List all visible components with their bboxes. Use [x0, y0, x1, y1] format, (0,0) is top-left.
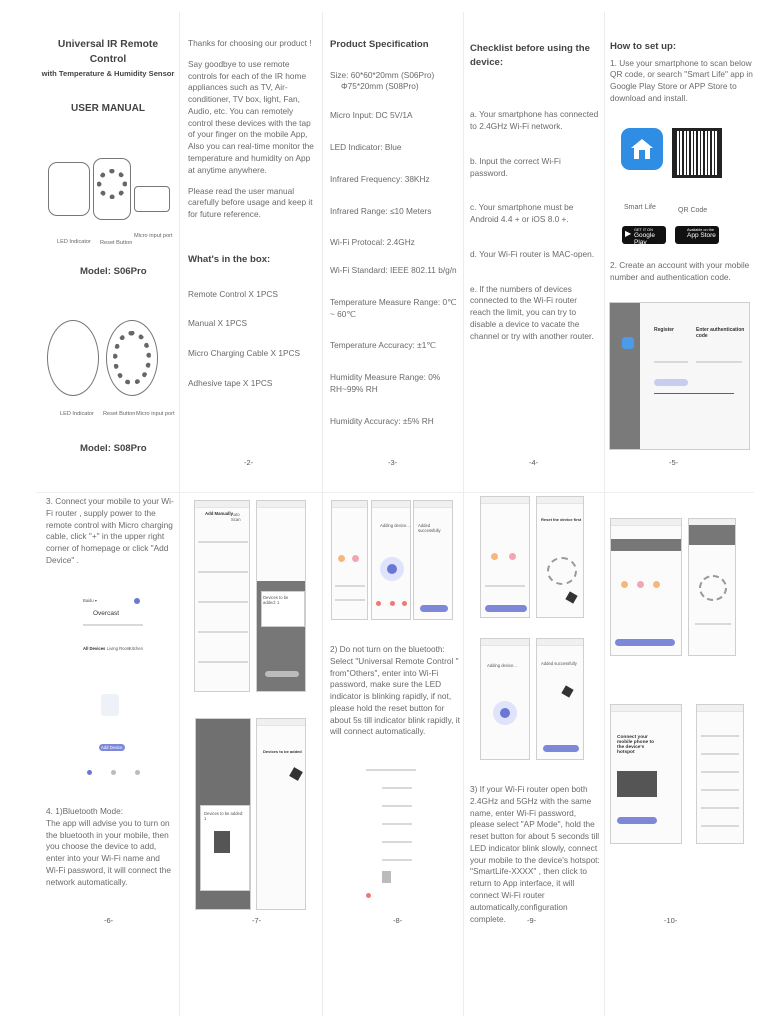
plus-icon	[134, 598, 140, 604]
page-number: -5-	[669, 458, 679, 467]
success-screenshot: Added successfully	[536, 638, 584, 760]
box-item: Manual X 1PCS	[188, 318, 248, 329]
page-number: -8-	[393, 916, 403, 925]
scan-screenshot: Devices to be added: 1	[256, 500, 306, 692]
panel-fold-line	[179, 12, 180, 1016]
s08pro-front-device	[47, 320, 99, 396]
adding-device-screenshot: Adding device...	[371, 500, 411, 620]
wifi-list-screenshot	[696, 704, 744, 844]
cover-title: Universal IR Remote Control	[57, 39, 159, 65]
spec-item: Temperature Measure Range: 0℃ ~ 60℃	[330, 296, 457, 319]
page-number: -6-	[104, 916, 114, 925]
bluetooth-dialog-screenshot: Devices to be added: 1	[195, 718, 251, 910]
s06pro-front-device	[48, 162, 90, 216]
spec-panel	[330, 38, 460, 428]
cover-panel	[40, 38, 176, 116]
devices-list-screenshot: Devices to be added	[256, 718, 306, 910]
qr-code-label: QR Code	[678, 207, 708, 214]
qr-code	[672, 128, 722, 178]
s08pro-led-label: LED Indicator	[60, 411, 94, 417]
page-fold-line	[36, 492, 754, 493]
s06pro-back-device	[93, 158, 131, 220]
intro-read-note: Please read the user manual carefully before usage and keep it for future reference.	[188, 185, 313, 220]
ap-mode-screenshot	[610, 518, 682, 656]
step-4-heading: 4. 1)Bluetooth Mode:	[46, 806, 124, 816]
added-success-screenshot: Added successfully	[413, 500, 453, 620]
hotspot-screenshot: Connect your mobile phone to the device's hotspot	[610, 704, 682, 844]
model-s08pro-heading: Model: S08Pro	[80, 443, 147, 454]
step4-panel	[46, 806, 174, 888]
others-list-screenshot	[366, 763, 416, 903]
spec-item: Micro Input: DC 5V/1A	[330, 110, 413, 121]
box-item: Micro Charging Cable X 1PCS	[188, 348, 301, 359]
model-s06pro-heading: Model: S06Pro	[80, 266, 147, 277]
intro-thanks: Thanks for choosing our product !	[188, 38, 312, 48]
s06pro-led-label: LED Indicator	[57, 239, 91, 245]
spec-item: Infrared Frequency: 38KHz	[330, 173, 430, 184]
s06pro-reset-label: Reset Button	[100, 240, 133, 246]
tap-hand-icon	[561, 685, 573, 697]
spec-item: Humidity Measure Range: 0% RH~99% RH	[330, 372, 441, 394]
spec-item: Humidity Accuracy: ±5% RH	[330, 415, 434, 426]
step-2-panel	[330, 644, 460, 738]
checklist-panel	[470, 42, 600, 343]
s06pro-side-device	[134, 186, 170, 212]
user-manual-heading: USER MANUAL	[71, 103, 145, 114]
checklist-item-c: c. Your smartphone must be Android 4.4 + or iOS 8.0 +.	[470, 202, 574, 225]
spec-item: Wi-Fi Standard: IEEE 802.11 b/g/n	[330, 265, 457, 276]
step-3b-panel	[470, 784, 600, 925]
intro-body: Say goodbye to use remote controls for each of the IR home appliances such as TV, Air-conditioner, TV box, light, Fan, Audio, etc. You can remotely control these devices with the tap of your finger on the mobile App, Also you can real-time monitor the temperature and humidity on App at anytime anywhere.	[188, 58, 314, 175]
spec-size: Size: 60*60*20mm (S06Pro)	[330, 69, 435, 80]
box-item: Remote Control X 1PCS	[188, 288, 278, 299]
cover-subtitle: with Temperature & Humidity Sensor	[41, 69, 175, 79]
setup-step-1: 1. Use your smartphone to scan below QR code, or search "Smart Life" app in Google Play Store or APP Store to download and install.	[610, 57, 753, 103]
s06pro-micro-label: Micro input port	[134, 233, 173, 239]
setup-heading: How to set up:	[610, 41, 677, 52]
smart-life-label: Smart Life	[624, 204, 656, 211]
checklist-item-b: b. Input the correct Wi-Fi password.	[470, 155, 561, 178]
page-number: -10-	[664, 916, 678, 925]
s08pro-micro-label: Micro input port	[136, 411, 175, 417]
smart-life-app-icon[interactable]	[621, 128, 663, 170]
step3-panel	[46, 496, 174, 567]
in-the-box-heading: What's in the box:	[188, 253, 271, 265]
step-3-text: 3. Connect your mobile to your Wi-Fi router , supply power to the remote control with Micro charging cable, click "+" in the upper right corner of homepage or click "Add Device" .	[46, 496, 174, 565]
spec-item: Temperature Accuracy: ±1℃	[330, 340, 436, 351]
spec-size-s08: Φ75*20mm (S08Pro)	[341, 81, 419, 92]
panel-fold-line	[463, 12, 464, 1016]
page-number: -9-	[527, 916, 537, 925]
connecting-screenshot: Adding device...	[480, 638, 530, 760]
spec-heading: Product Specification	[330, 39, 429, 50]
s08pro-reset-label: Reset Button	[103, 411, 136, 417]
spec-item: LED Indicator: Blue	[330, 141, 402, 152]
s08pro-back-device	[106, 320, 158, 396]
panel-fold-line	[322, 12, 323, 1016]
checklist-heading: Checklist before using the device:	[470, 43, 590, 68]
page-number: -2-	[244, 458, 254, 467]
checklist-item-a: a. Your smartphone has connected to 2.4GHz Wi-Fi network.	[470, 109, 599, 131]
spec-item: Wi-Fi Protocal: 2.4GHz	[330, 237, 415, 248]
app-store-button[interactable]: Available on the App Store	[675, 226, 719, 244]
setup-step-2-block	[610, 260, 760, 284]
wifi-password-screenshot	[480, 496, 530, 618]
tap-hand-icon	[565, 591, 577, 603]
add-manually-screenshot: Add Manually Auto Scan	[194, 500, 250, 692]
page-number: -7-	[252, 916, 262, 925]
checklist-item-e: e. If the numbers of devices connected to the Wi-Fi router reach the limit, you can try to disable a device to vacate the channel or try with another router.	[470, 283, 594, 341]
spec-item: Infrared Range: ≤10 Meters	[330, 205, 432, 216]
google-play-icon: ▶	[625, 229, 632, 238]
tap-hand-icon	[289, 767, 303, 781]
step-4-text: The app will advise you to turn on the bluetooth in your mobile, then you choose the device to add, enter into your Wi-Fi name and Wi-Fi password, it will connect the network automatically.	[46, 817, 171, 887]
google-play-button[interactable]: ▶ GET IT ON Google Play	[622, 226, 666, 244]
page-number: -3-	[388, 458, 398, 467]
panel-fold-line	[604, 12, 605, 1016]
reset-device-screenshot: Reset the device first	[536, 496, 584, 618]
step-2-text: 2) Do not turn on the bluetooth: Select "Universal Remote Control " from"Others", enter into Wi-Fi password, make sure the LED indicator is blinking rapidly, if not, please hold the reset button for about 5s till indicator blink rapidly, it will connect automatically.	[330, 644, 460, 737]
box-item: Adhesive tape X 1PCS	[188, 377, 273, 388]
home-screenshot: Baidu ▾ Overcast All Devices Living Room Kitchen Add Device	[79, 584, 151, 780]
device-type-screenshot	[331, 500, 368, 620]
ap-reset-screenshot	[688, 518, 736, 656]
setup-step-2: 2. Create an account with your mobile number and authentication code.	[610, 260, 750, 282]
checklist-item-d: d. Your Wi-Fi router is MAC-open.	[470, 248, 595, 259]
page-number: -4-	[529, 458, 539, 467]
setup-panel	[610, 40, 760, 105]
register-screenshot: Register Enter authentication code	[609, 302, 750, 450]
intro-panel	[188, 38, 316, 390]
step-3b-text: 3) If your Wi-Fi router open both 2.4GHz and 5GHz with the same name, enter Wi-Fi password, please select "AP Mode", hold the reset button for about 5 seconds till LED indicator blink slowly, connect your mobile to the device's hotspot: "SmartLife-XXXX" , then click to return to App interface, it will connect Wi-Fi router automatically,configuration complete.	[470, 784, 600, 924]
